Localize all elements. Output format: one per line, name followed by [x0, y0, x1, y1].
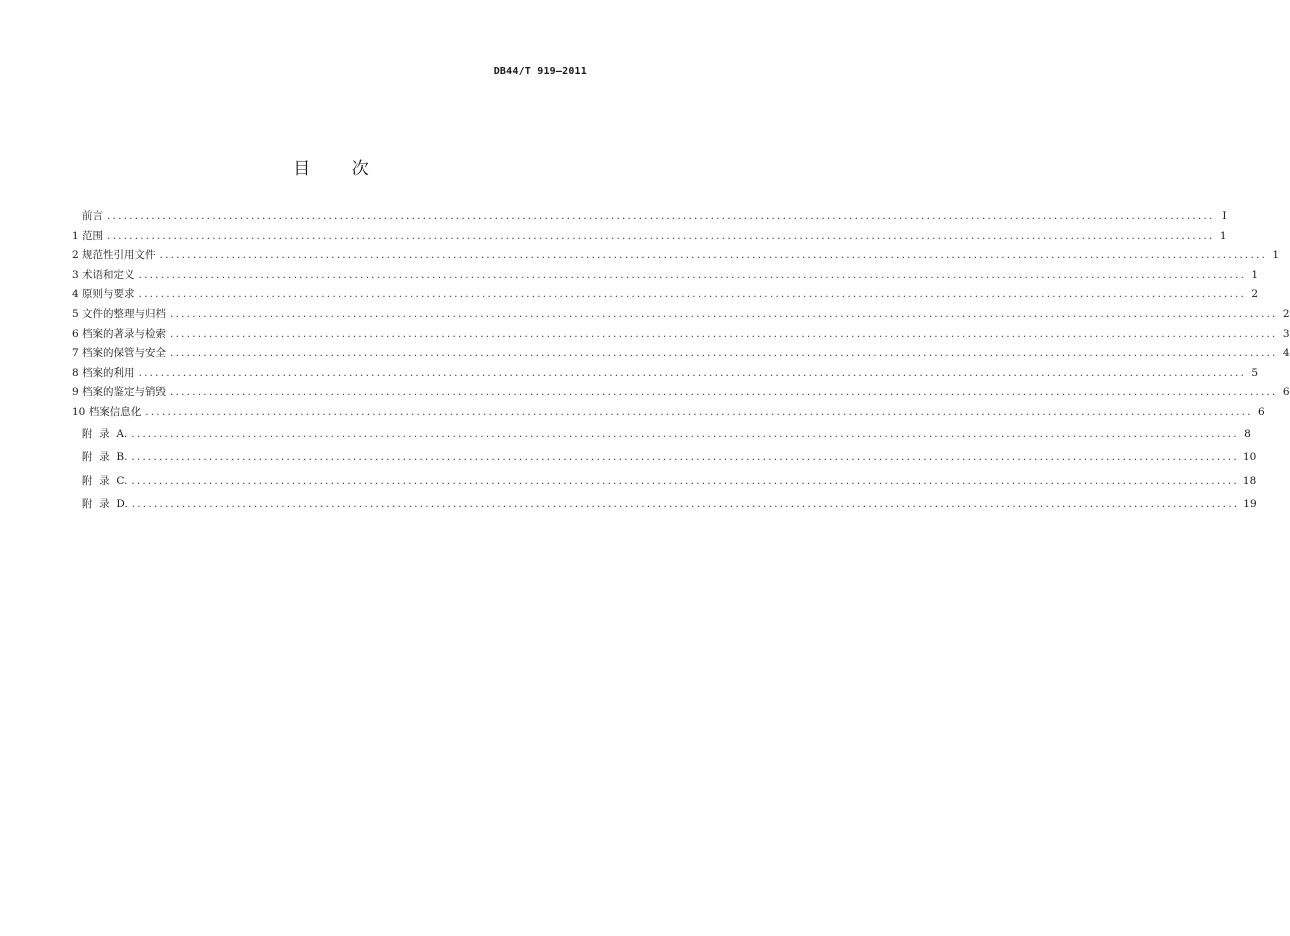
toc-entry-page: 10 — [1242, 451, 1257, 464]
toc-dot-leader: ........................................................................................................................................................................................................ — [170, 327, 1278, 340]
toc-entry[interactable] — [72, 383, 1290, 403]
toc-dot-leader: ........................................................................................................................................................................................................ — [159, 249, 1268, 262]
toc-entry-label: 附 录 B. — [82, 451, 128, 464]
toc-entry-page: 19 — [1243, 498, 1257, 511]
toc-entry-label: 7 档案的保管与安全 — [72, 347, 167, 360]
toc-dot-leader: ........................................................................................................................................................................................................ — [131, 427, 1239, 440]
toc-entry[interactable] — [72, 364, 1259, 384]
toc-entry[interactable] — [72, 305, 1290, 325]
toc-entry-label: 2 规范性引用文件 — [72, 249, 156, 262]
toc-entry-label: 5 文件的整理与归档 — [72, 307, 167, 320]
toc-entry-page: 4 — [1282, 347, 1290, 360]
standard-code: DB44/T 919—2011 — [493, 66, 587, 77]
toc-entry-label: 3 术语和定义 — [72, 268, 135, 281]
toc-entry-label: 附 录 C. — [82, 474, 128, 487]
toc-entry-page: 3 — [1282, 327, 1290, 340]
toc-entry[interactable] — [72, 470, 1257, 494]
toc-entry[interactable] — [72, 403, 1265, 423]
toc-entry-page: 1 — [1219, 229, 1227, 242]
toc-entry-label: 6 档案的著录与检索 — [72, 327, 167, 340]
toc-entry-page: 18 — [1242, 474, 1257, 487]
toc-entry-page: 5 — [1251, 366, 1259, 379]
toc-entry[interactable] — [72, 344, 1290, 364]
toc-dot-leader: ........................................................................................................................................................................................................ — [131, 498, 1240, 511]
toc-entry-label: 前言 — [82, 210, 103, 222]
toc-dot-leader: ........................................................................................................................................................................................................ — [138, 288, 1247, 301]
toc-entry-label: 附 录 A. — [82, 427, 128, 440]
toc-entry-page: 1 — [1251, 268, 1259, 281]
toc-dot-leader: ........................................................................................................................................................................................................ — [138, 366, 1247, 379]
toc-entry-label: 8 档案的利用 — [72, 366, 135, 379]
toc-entry-label: 9 档案的鉴定与销毁 — [72, 386, 167, 399]
toc-entry-label: 10 档案信息化 — [72, 405, 142, 418]
toc-entry[interactable] — [72, 325, 1290, 345]
toc-entry-page: 6 — [1258, 405, 1265, 418]
toc-dot-leader: ........................................................................................................................................................................................................ — [170, 307, 1278, 320]
toc-entry-page: 2 — [1251, 288, 1259, 301]
toc-dot-leader: ........................................................................................................................................................................................................ — [107, 229, 1215, 242]
toc-entry[interactable] — [72, 227, 1227, 247]
table-of-contents — [72, 207, 1290, 517]
toc-entry[interactable] — [72, 246, 1280, 266]
toc-dot-leader: ........................................................................................................................................................................................................ — [131, 451, 1239, 464]
page-title: 目 次 — [293, 159, 387, 179]
toc-entry[interactable] — [72, 285, 1259, 305]
toc-entry-page: Ⅰ — [1222, 210, 1227, 222]
toc-entry[interactable] — [72, 493, 1257, 517]
toc-dot-leader: ........................................................................................................................................................................................................ — [170, 386, 1278, 399]
toc-dot-leader: ........................................................................................................................................................................................................ — [170, 347, 1278, 360]
toc-entry-label: 附 录 D. — [82, 498, 128, 511]
toc-entry-label: 1 范围 — [72, 229, 104, 242]
toc-entry-label: 4 原则与要求 — [72, 288, 135, 301]
toc-dot-leader: ........................................................................................................................................................................................................ — [131, 474, 1239, 487]
toc-dot-leader: ........................................................................................................................................................................................................ — [107, 210, 1215, 222]
toc-entry[interactable] — [72, 266, 1259, 286]
toc-dot-leader: ........................................................................................................................................................................................................ — [138, 268, 1247, 281]
toc-entry[interactable] — [72, 446, 1257, 470]
toc-entry-page: 8 — [1244, 427, 1251, 440]
toc-entry[interactable] — [72, 207, 1227, 227]
toc-entry[interactable] — [72, 423, 1251, 447]
toc-entry-page: 1 — [1272, 249, 1280, 262]
toc-entry-page: 2 — [1282, 307, 1290, 320]
toc-entry-page: 6 — [1282, 386, 1290, 399]
toc-dot-leader: ........................................................................................................................................................................................................ — [145, 405, 1253, 418]
